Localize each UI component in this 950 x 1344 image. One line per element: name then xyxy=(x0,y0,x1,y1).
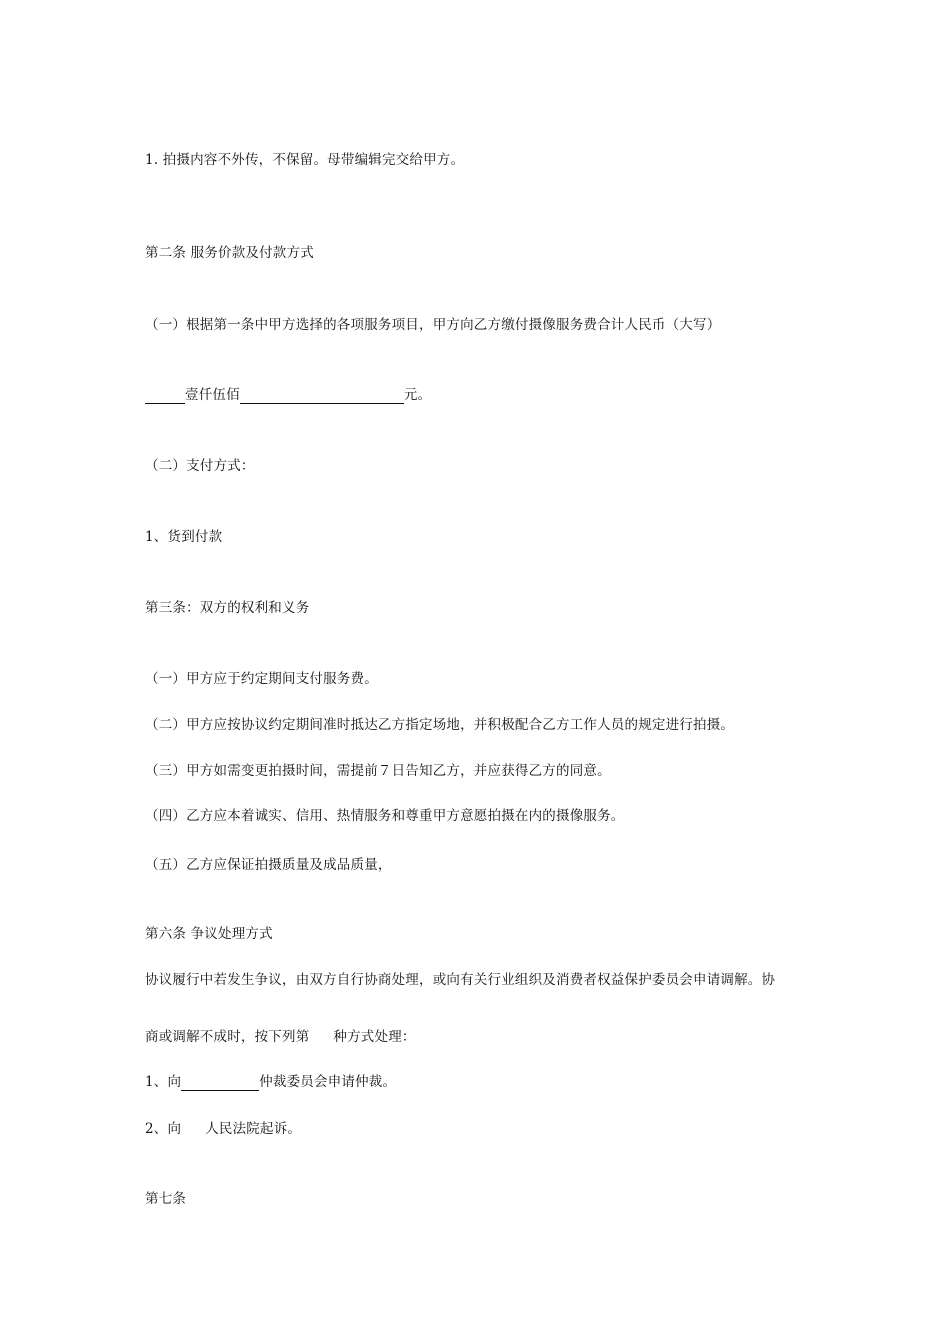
amount-text: 壹仟伍佰 xyxy=(185,387,240,403)
article-3-item xyxy=(145,856,392,874)
article-3-item xyxy=(145,762,611,780)
article-6-paragraph-2-end: 种方式处理： xyxy=(333,1029,416,1045)
article-3-item-text: （一）甲方应于约定期间支付服务费。 xyxy=(145,671,378,687)
article-2-paragraph-1-text: （一）根据第一条中甲方选择的各项服务项目，甲方向乙方缴付摄像服务费合计人民币（大写） xyxy=(145,317,721,333)
article-3-item xyxy=(145,716,734,734)
amount-blank-after xyxy=(240,389,404,404)
article-3-item-text: （三）甲方如需变更拍摄时间，需提前７日告知乙方，并应获得乙方的同意。 xyxy=(145,763,611,779)
article-2-title xyxy=(145,244,314,262)
article-3-item-text: （二）甲方应按协议约定期间准时抵达乙方指定场地，并积极配合乙方工作人员的规定进行拍摄。 xyxy=(145,717,735,733)
article-6-paragraph-1 xyxy=(145,971,775,989)
amount-line xyxy=(145,386,431,404)
article-6-paragraph-2 xyxy=(145,1028,416,1046)
item-1 xyxy=(145,151,464,169)
dispute-option-2-end: 人民法院起诉。 xyxy=(205,1121,302,1137)
dispute-option-2-start: 2、向 xyxy=(145,1121,182,1137)
article-2-paragraph-2-text: （二）支付方式： xyxy=(145,458,255,474)
article-3-item xyxy=(145,670,378,688)
amount-blank-before xyxy=(145,389,185,404)
dispute-option-1 xyxy=(145,1073,396,1091)
article-3-item xyxy=(145,807,625,825)
article-3-title-text: 第三条：双方的权利和义务 xyxy=(145,600,310,616)
article-6-title xyxy=(145,925,273,943)
article-3-item-text: （五）乙方应保证拍摄质量及成品质量， xyxy=(145,857,392,873)
payment-method-1-text: 1、货到付款 xyxy=(145,529,223,545)
item-1-text: 1. 拍摄内容不外传，不保留。母带编辑完交给甲方。 xyxy=(145,152,465,168)
arbitration-blank xyxy=(181,1076,259,1091)
article-6-paragraph-2-start: 商或调解不成时，按下列第 xyxy=(145,1029,310,1045)
article-2-paragraph-2 xyxy=(145,457,255,475)
article-6-paragraph-1-text: 协议履行中若发生争议，由双方自行协商处理，或向有关行业组织及消费者权益保护委员会申请调解。协 xyxy=(145,972,776,988)
dispute-option-2 xyxy=(145,1120,301,1138)
article-6-title-text: 第六条 争议处理方式 xyxy=(145,926,273,942)
article-3-item-text: （四）乙方应本着诚实、信用、热情服务和尊重甲方意愿拍摄在内的摄像服务。 xyxy=(145,808,625,824)
article-2-title-text: 第二条 服务价款及付款方式 xyxy=(145,245,314,261)
article-2-paragraph-1 xyxy=(145,316,720,334)
article-7-title xyxy=(145,1190,186,1208)
article-7-title-text: 第七条 xyxy=(145,1191,187,1207)
dispute-option-1-end: 仲裁委员会申请仲裁。 xyxy=(259,1074,397,1090)
dispute-option-1-start: 1、向 xyxy=(145,1074,182,1090)
payment-method-1 xyxy=(145,528,222,546)
article-3-title xyxy=(145,599,309,617)
amount-suffix: 元。 xyxy=(403,387,432,403)
